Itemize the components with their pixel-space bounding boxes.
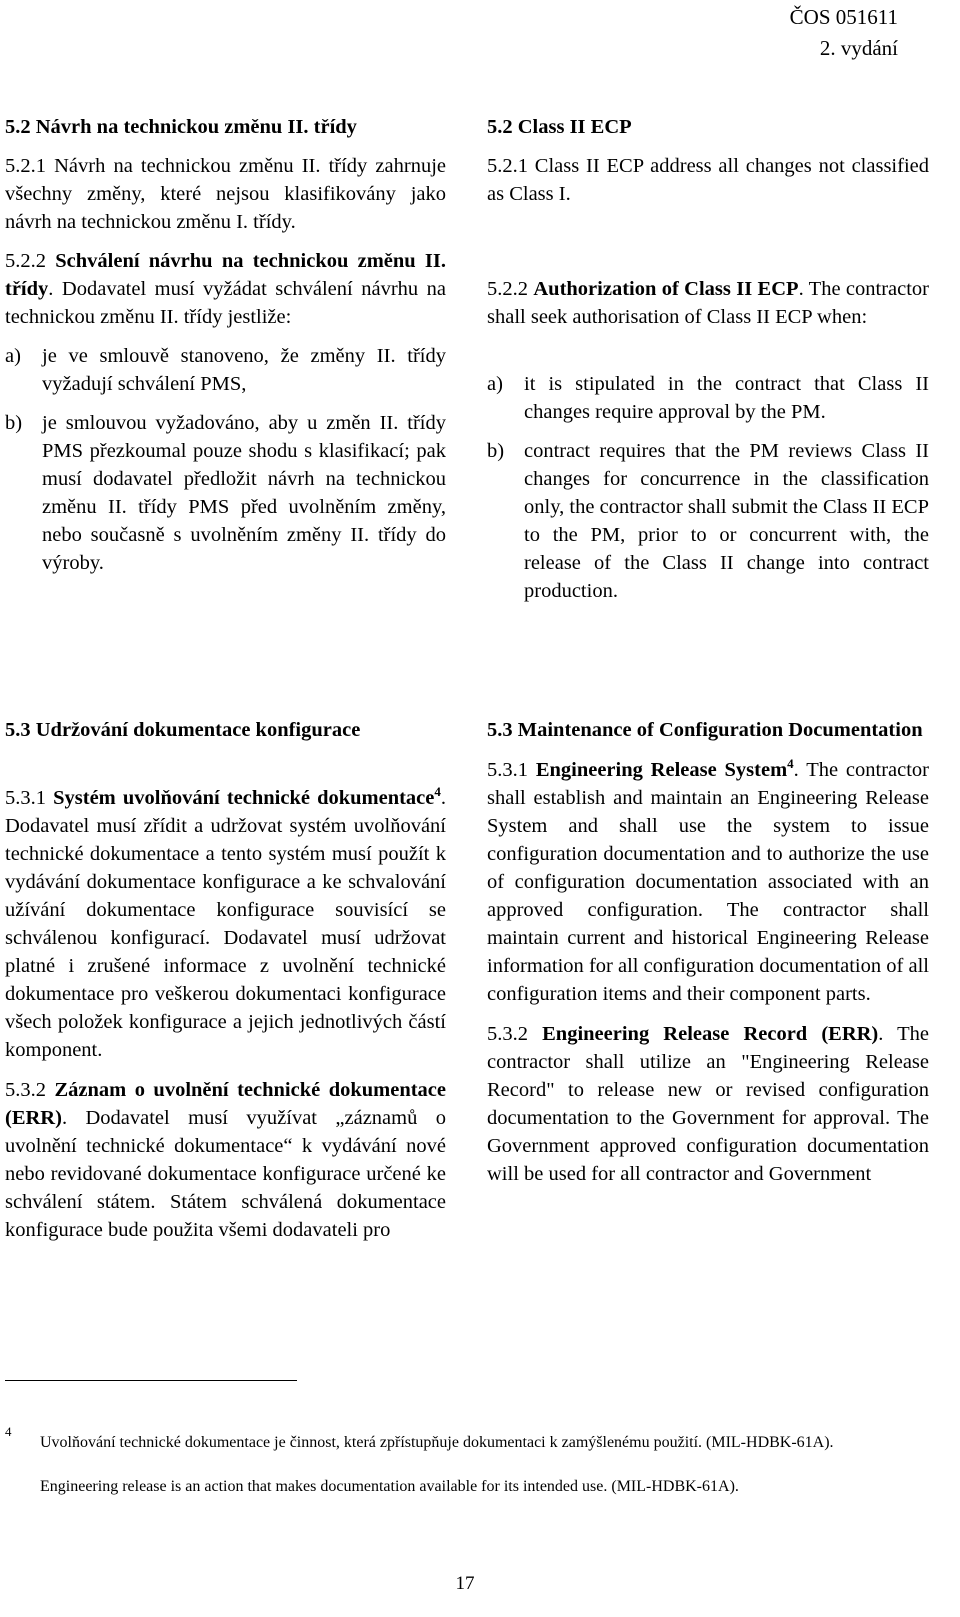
- en-section-5-3: [487, 716, 929, 1188]
- en-footnote-ref[interactable]: 4: [787, 756, 794, 772]
- cz-list-marker-a: a): [5, 345, 21, 367]
- cz-section-5-2: [5, 113, 446, 577]
- en-heading-5-3: 5.3 Maintenance of Configuration Documentation: [487, 719, 923, 741]
- cz-list-marker-b: b): [5, 412, 23, 434]
- cz-list-text-a: je ve smlouvě stanoveno, že změny II. třídy vyžadují schválení PMS,: [42, 345, 446, 395]
- en-section-5-2: [487, 113, 929, 605]
- cz-list-item-a: [5, 342, 446, 398]
- en-paragraph-5-3-1: 5.3.1 Engineering Release System$^4$. The contractor shall establish and maintain an Engineering Release System and shall use the system to issue configuration documentation and to authorize the use of configuration documentation associated with an approved configuration. The contractor shall maintain current and historical Engineering Release information for all configuration documentation of all configuration items and their component parts.: [487, 756, 929, 1005]
- cz-paragraph-5-3-1: 5.3.1 Systém uvolňování technické dokumentace$^4$. Dodavatel musí zřídit a udržovat systém uvolňování technické dokumentace a tento systém musí použít k vydávání dokumentace konfigurace a ke schvalování užívání dokumentace konfigurace souvisící se schválenou konfigurací. Dodavatel musí udržovat platné i zrušené informace z uvolnění technické dokumentace pro veškerou dokumentaci konfigurace všech položek konfigurace a jejich jednotlivých částí komponent.: [5, 784, 447, 1061]
- cz-term-5-2-2: Schválení návrhu na technickou změnu II. třídy: [5, 250, 447, 300]
- footnote-en: Engineering release is an action that makes documentation available for its intended use. (MIL-HDBK-61A).: [40, 1478, 739, 1495]
- en-list-text-b: contract requires that the PM reviews Class II changes for concurrence in the classification only, the contractor shall submit the Class II ECP to the PM, prior to or concurrent with, the release of the Class II change into contract production.: [524, 440, 929, 602]
- cz-list-item-b: [5, 409, 446, 577]
- en-list-item-a: [487, 370, 929, 426]
- cz-section-5-3: [5, 716, 446, 1244]
- en-list-text-a: it is stipulated in the contract that Class II changes require approval by the PM.: [524, 373, 929, 423]
- footnote-separator: [5, 1380, 297, 1381]
- document-id: ČOS 051611: [789, 5, 898, 29]
- en-term-5-2-2: Authorization of Class II ECP: [533, 278, 799, 300]
- page-number: 17: [455, 1573, 475, 1594]
- en-paragraph-5-2-1: 5.2.1 Class II ECP address all changes not classified as Class I.: [487, 155, 929, 205]
- cz-paragraph-5-3-2: 5.3.2 Záznam o uvolnění technické dokumentace (ERR). Dodavatel musí využívat „záznamů o uvolnění technické dokumentace“ k vydávání nové nebo revidované dokumentace konfigurace určené ke schválení státem. Státem schválená dokumentace konfigurace bude použita všemi dodavateli pro: [5, 1079, 447, 1241]
- cz-heading-5-2: 5.2 Návrh na technickou změnu II. třídy: [5, 116, 357, 138]
- footnote-cz: Uvolňování technické dokumentace je činnost, která zpřístupňuje dokumentaci k zamýšlenému použití. (MIL-HDBK-61A).: [40, 1434, 834, 1451]
- page-header: [790, 2, 898, 64]
- cz-paragraph-5-2-1: 5.2.1 Návrh na technickou změnu II. třídy zahrnuje všechny změny, které nejsou klasifikovány jako návrh na technickou změnu I. třídy.: [5, 155, 446, 233]
- cz-term-5-3-1: Systém uvolňování technické dokumentace$^4$: [53, 784, 441, 809]
- cz-heading-5-3: 5.3 Udržování dokumentace konfigurace: [5, 719, 361, 741]
- en-heading-5-2: 5.2 Class II ECP: [487, 116, 632, 138]
- en-paragraph-5-2-2: 5.2.2 Authorization of Class II ECP. The contractor shall seek authorisation of Class II ECP when:: [487, 278, 930, 328]
- en-term-5-3-2: Engineering Release Record (ERR): [542, 1023, 879, 1045]
- en-list-marker-a: a): [487, 373, 503, 395]
- edition-label: 2. vydání: [819, 36, 898, 60]
- en-paragraph-5-3-2: 5.3.2 Engineering Release Record (ERR). The contractor shall utilize an "Engineering Release Record" to release new or revised configuration documentation to the Government for approval. The Government approved configuration documentation will be used for all contractor and Government: [487, 1023, 929, 1185]
- en-list-marker-b: b): [487, 440, 505, 462]
- en-term-5-3-1: Engineering Release System$^4$: [535, 756, 794, 781]
- footnote-marker: 4: [5, 1424, 12, 1439]
- cz-footnote-ref[interactable]: 4: [434, 784, 441, 800]
- cz-paragraph-5-2-2: 5.2.2 Schválení návrhu na technickou změnu II. třídy. Dodavatel musí vyžádat schválení návrhu na technickou změnu II. třídy jestliže:: [5, 250, 447, 328]
- cz-list-text-b: je smlouvou vyžadováno, aby u změn II. třídy PMS přezkoumal pouze shodu s klasifikací; pak musí dodavatel předložit návrh na technickou změnu II. třídy PMS před uvolněním změny, nebo současně s uvolněním změny II. třídy do výroby.: [42, 412, 446, 574]
- en-list-item-b: [487, 437, 929, 605]
- cz-term-5-3-2: Záznam o uvolnění technické dokumentace (ERR): [5, 1079, 447, 1129]
